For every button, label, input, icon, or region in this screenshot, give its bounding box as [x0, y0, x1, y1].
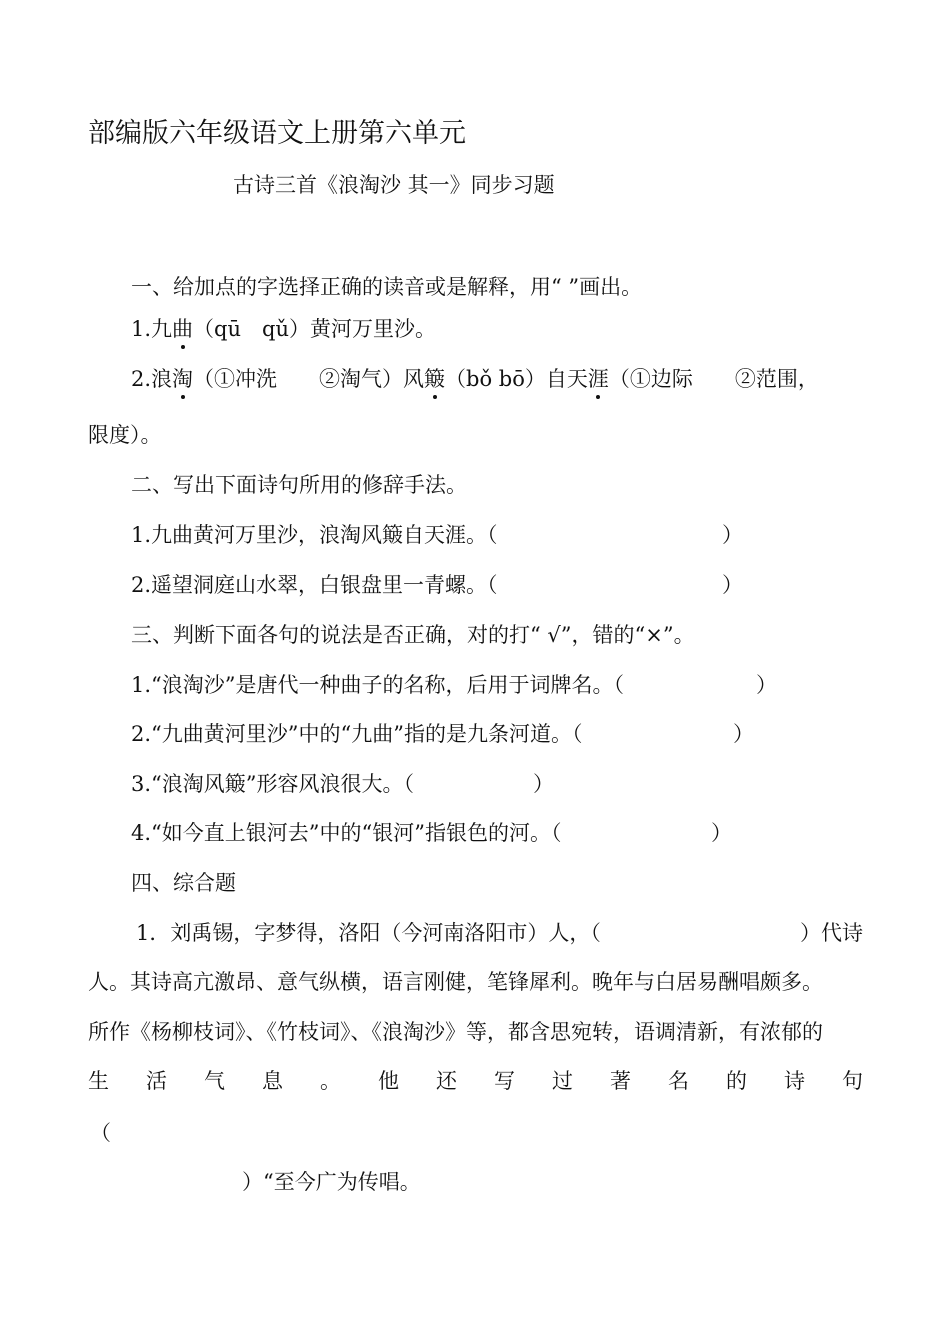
dotted-character: 曲 — [172, 314, 193, 344]
q2-text-d: （①边际 ②范围， — [608, 367, 819, 391]
q1-text-start: 1.九 — [131, 317, 173, 341]
page-subtitle: 古诗三首《浪淘沙 其一》同步习题 — [233, 173, 555, 197]
section4-paragraph-line3: 所作《杨柳枝词》、《竹枝词》、《浪淘沙》等，都含思宛转，语调清新，有浓郁的 — [88, 1020, 823, 1044]
dotted-character: 簸 — [424, 364, 445, 394]
section3-heading: 三、判断下面各句的说法是否正确，对的打“ √”，错的“×”。 — [131, 623, 695, 647]
section2-question2: 2.遥望洞庭山水翠，白银盘里一青螺。（ — [131, 573, 498, 597]
section4-paragraph-line5: （ — [90, 1121, 111, 1145]
justified-character: 句 — [842, 1069, 863, 1093]
justified-character: 过 — [552, 1069, 573, 1093]
section3-question2: 2.“九曲黄河里沙”中的“九曲”指的是九条河道。（ — [131, 722, 583, 746]
justified-character: 他 — [378, 1069, 399, 1093]
section4-heading: 四、综合题 — [131, 871, 236, 895]
section3-question4: 4.“如今直上银河去”中的“银河”指银色的河。（ — [131, 821, 562, 845]
section1-question2 — [131, 364, 819, 394]
justified-character: 。 — [320, 1069, 341, 1093]
justified-character: 诗 — [784, 1069, 805, 1093]
justified-character: 名 — [668, 1069, 689, 1093]
q2-text-a: 2.浪 — [131, 367, 173, 391]
justified-character: 息 — [262, 1069, 283, 1093]
justified-character: 著 — [610, 1069, 631, 1093]
section1-heading: 一、给加点的字选择正确的读音或是解释，用“ ”画出。 — [131, 275, 643, 299]
justified-character: 生 — [88, 1069, 109, 1093]
section4-paragraph-line1-start: 1．刘禹锡，字梦得，洛阳（今河南洛阳市）人，（ — [136, 921, 601, 945]
answer-blank-close: ） — [533, 772, 554, 796]
q2-text-c: （bǒ bō）自天 — [445, 367, 588, 391]
justified-character: 气 — [204, 1069, 225, 1093]
section1-question1 — [131, 314, 436, 344]
section4-paragraph-line1-end: ）代诗 — [800, 921, 863, 945]
q1-text-end: （qū qǔ）黄河万里沙。 — [193, 317, 436, 341]
justified-character: 的 — [726, 1069, 747, 1093]
answer-blank-close: ） — [711, 821, 732, 845]
section3-question1: 1.“浪淘沙”是唐代一种曲子的名称，后用于词牌名。（ — [131, 673, 625, 697]
justified-character: 写 — [494, 1069, 515, 1093]
section2-heading: 二、写出下面诗句所用的修辞手法。 — [131, 473, 467, 497]
dotted-character: 淘 — [172, 364, 193, 394]
section3-question3: 3.“浪淘风簸”形容风浪很大。（ — [131, 772, 415, 796]
section4-paragraph-line4 — [88, 1066, 863, 1096]
page-title: 部编版六年级语文上册第六单元 — [88, 118, 466, 149]
dotted-character: 涯 — [588, 364, 609, 394]
section4-paragraph-line2: 人。其诗高亢激昂、意气纵横，语言刚健，笔锋犀利。晚年与白居易酬唱颇多。 — [88, 970, 823, 994]
justified-character: 活 — [146, 1069, 167, 1093]
section4-paragraph-line6: ）“至今广为传唱。 — [242, 1170, 421, 1194]
justified-character: 还 — [436, 1069, 457, 1093]
section1-question2-wrap: 限度）。 — [88, 423, 162, 447]
answer-blank-close: ） — [733, 722, 754, 746]
answer-blank-close: ） — [722, 523, 743, 547]
answer-blank-close: ） — [756, 673, 777, 697]
q2-text-b: （①冲洗 ②淘气）风 — [193, 367, 425, 391]
section2-question1: 1.九曲黄河万里沙，浪淘风簸自天涯。（ — [131, 523, 498, 547]
answer-blank-close: ） — [722, 573, 743, 597]
